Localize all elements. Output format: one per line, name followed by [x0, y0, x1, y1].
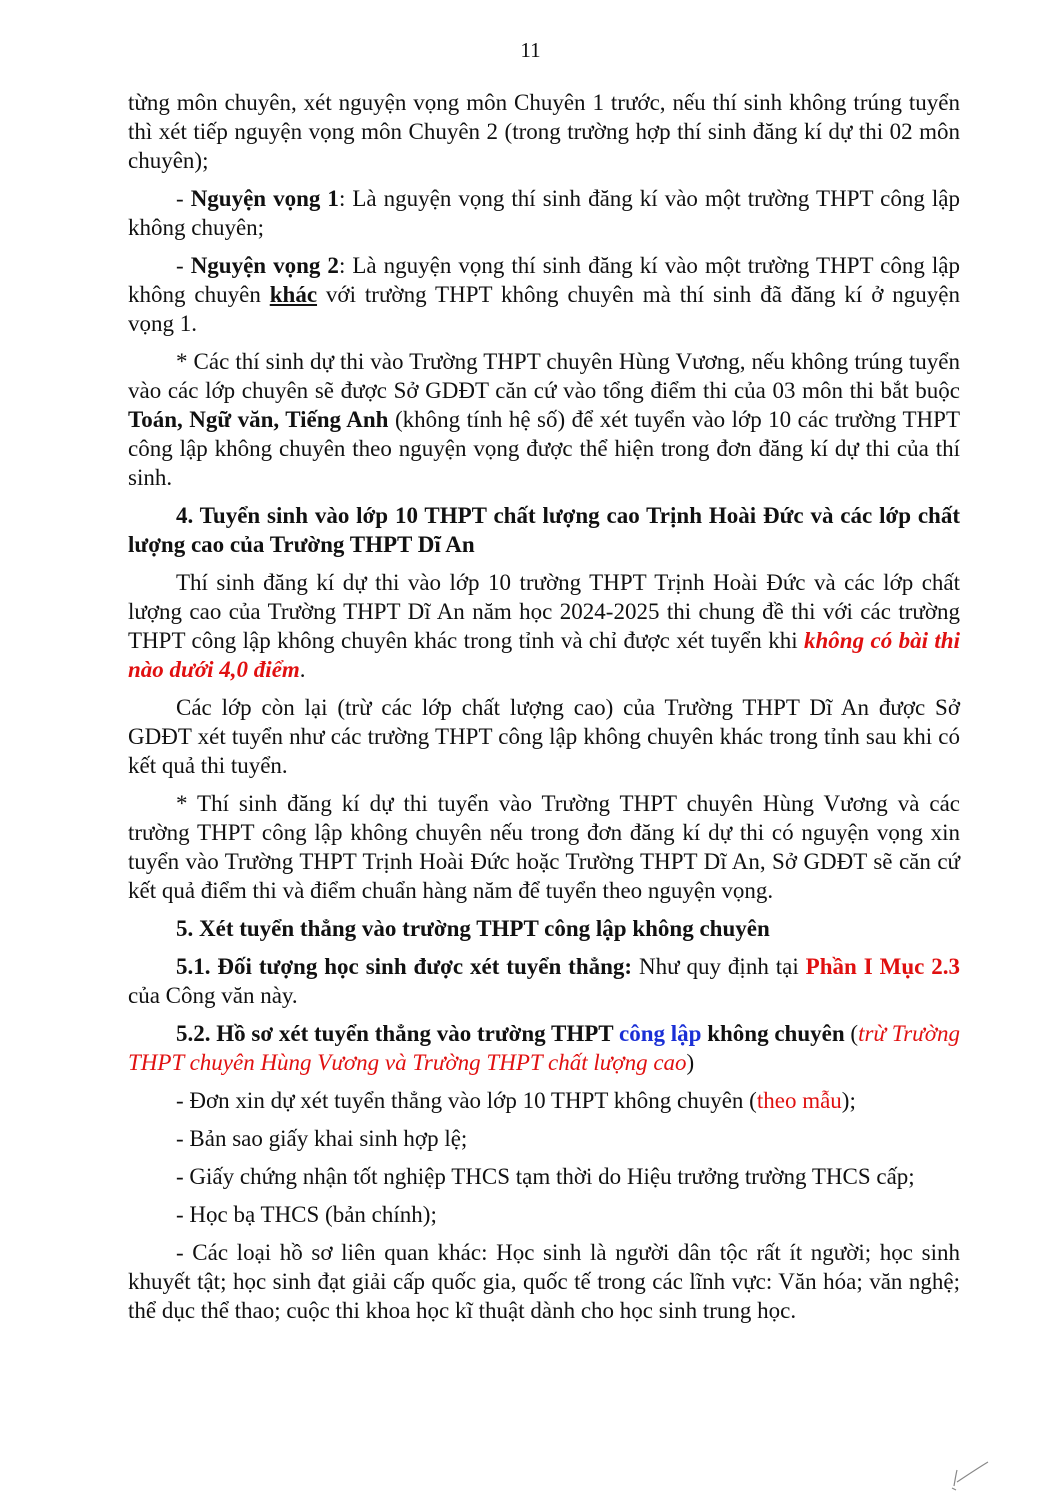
list-item-graduation-certificate: - Giấy chứng nhận tốt nghiệp THCS tạm thời do Hiệu trưởng trường THCS cấp; [176, 1164, 915, 1189]
term-nguyen-vong-2: Nguyện vọng 2 [190, 253, 339, 278]
highlight-cong-lap: công lập [618, 1021, 702, 1046]
paragraph-note-hung-vuong: * Các thí sinh dự thi vào Trường THPT chuyên Hùng Vương, nếu không trúng tuyển vào các lớp chuyên sẽ được Sở GDĐT căn cứ vào tổng điểm thi của 03 môn thi bắt buộc Toán, Ngữ văn, Tiếng Anh (không tính hệ số) để xét tuyển vào lớp 10 các trường THPT công lập không chuyên theo nguyện vọng được thể hiện trong đơn đăng kí dự thi của thí sinh. [128, 349, 960, 490]
underlined-khac: khác [269, 282, 318, 307]
initials-mark [944, 1452, 994, 1492]
list-item-birth-certificate: - Bản sao giấy khai sinh hợp lệ; [176, 1126, 468, 1151]
paragraph-nguyen-vong-1: - Nguyện vọng 1: Là nguyện vọng thí sinh đăng kí vào một trường THPT công lập không chuyên; [128, 186, 960, 240]
paragraph-nguyen-vong-2: - Nguyện vọng 2: Là nguyện vọng thí sinh đăng kí vào một trường THPT công lập không chuyên khác với trường THPT không chuyên mà thí sinh đã đăng kí ở nguyện vọng 1. [128, 253, 960, 336]
section-heading-5: 5. Xét tuyển thẳng vào trường THPT công lập không chuyên [176, 916, 770, 941]
paragraph-continuation: từng môn chuyên, xét nguyện vọng môn Chuyên 1 trước, nếu thí sinh không trúng tuyển thì xét tiếp nguyện vọng môn Chuyên 2 (trong trường hợp thí sinh đăng kí dự thi 02 môn chuyên); [128, 90, 960, 173]
term-nguyen-vong-1: Nguyện vọng 1 [190, 186, 339, 211]
paragraph-5-2: 5.2. Hồ sơ xét tuyển thẳng vào trường THPT công lập không chuyên (trừ Trường THPT chuyên Hùng Vương và Trường THPT chất lượng cao) [128, 1021, 961, 1075]
section-heading-4: 4. Tuyển sinh vào lớp 10 THPT chất lượng cao Trịnh Hoài Đức và các lớp chất lượng cao của Trường THPT Dĩ An [128, 503, 960, 557]
list-item-other-documents: - Các loại hồ sơ liên quan khác: Học sinh là người dân tộc rất ít người; học sinh khuyết tật; học sinh đạt giải cấp quốc gia, quốc tế trong các lĩnh vực: Văn hóa; văn nghệ; thể dục thể thao; cuộc thi khoa học kĩ thuật dành cho học sinh trung học. [128, 1240, 960, 1323]
list-item-application-form: - Đơn xin dự xét tuyển thẳng vào lớp 10 THPT không chuyên (theo mẫu); [176, 1088, 856, 1113]
paragraph-remaining-classes: Các lớp còn lại (trừ các lớp chất lượng cao) của Trường THPT Dĩ An được Sở GDĐT xét tuyển như các trường THPT công lập không chuyên khác trong tỉnh sau khi có kết quả thi tuyển. [128, 695, 960, 778]
min-score-condition: không có bài thi nào dưới 4,0 điểm [128, 628, 960, 682]
list-item-transcript: - Học bạ THCS (bản chính); [176, 1202, 437, 1227]
paragraph-5-1: 5.1. Đối tượng học sinh được xét tuyển thẳng: Như quy định tại Phần I Mục 2.3 của Công văn này. [128, 954, 960, 1008]
reference-part-1: Phần I Mục 2.3 [805, 954, 960, 979]
page-number: 11 [520, 38, 541, 62]
form-template-note: theo mẫu [756, 1088, 842, 1113]
paragraph-note-aspiration: * Thí sinh đăng kí dự thi tuyển vào Trường THPT chuyên Hùng Vương và các trường THPT công lập không chuyên nếu trong đơn đăng kí dự thi có nguyện vọng xin tuyển vào Trường THPT Trịnh Hoài Đức hoặc Trường THPT Dĩ An, Sở GDĐT sẽ căn cứ kết quả điểm thi và điểm chuẩn hàng năm để tuyển theo nguyện vọng. [128, 791, 960, 903]
paragraph-high-quality-admission: Thí sinh đăng kí dự thi vào lớp 10 trường THPT Trịnh Hoài Đức và các lớp chất lượng cao của Trường THPT Dĩ An năm học 2024-2025 thi chung đề thi với các trường THPT công lập không chuyên khác trong tỉnh và chỉ được xét tuyển khi không có bài thi nào dưới 4,0 điểm. [128, 570, 960, 682]
exception-note: trừ Trường THPT chuyên Hùng Vương và Trường THPT chất lượng cao [128, 1021, 961, 1075]
required-subjects: Toán, Ngữ văn, Tiếng Anh [128, 407, 389, 432]
document-body [128, 88, 960, 1334]
